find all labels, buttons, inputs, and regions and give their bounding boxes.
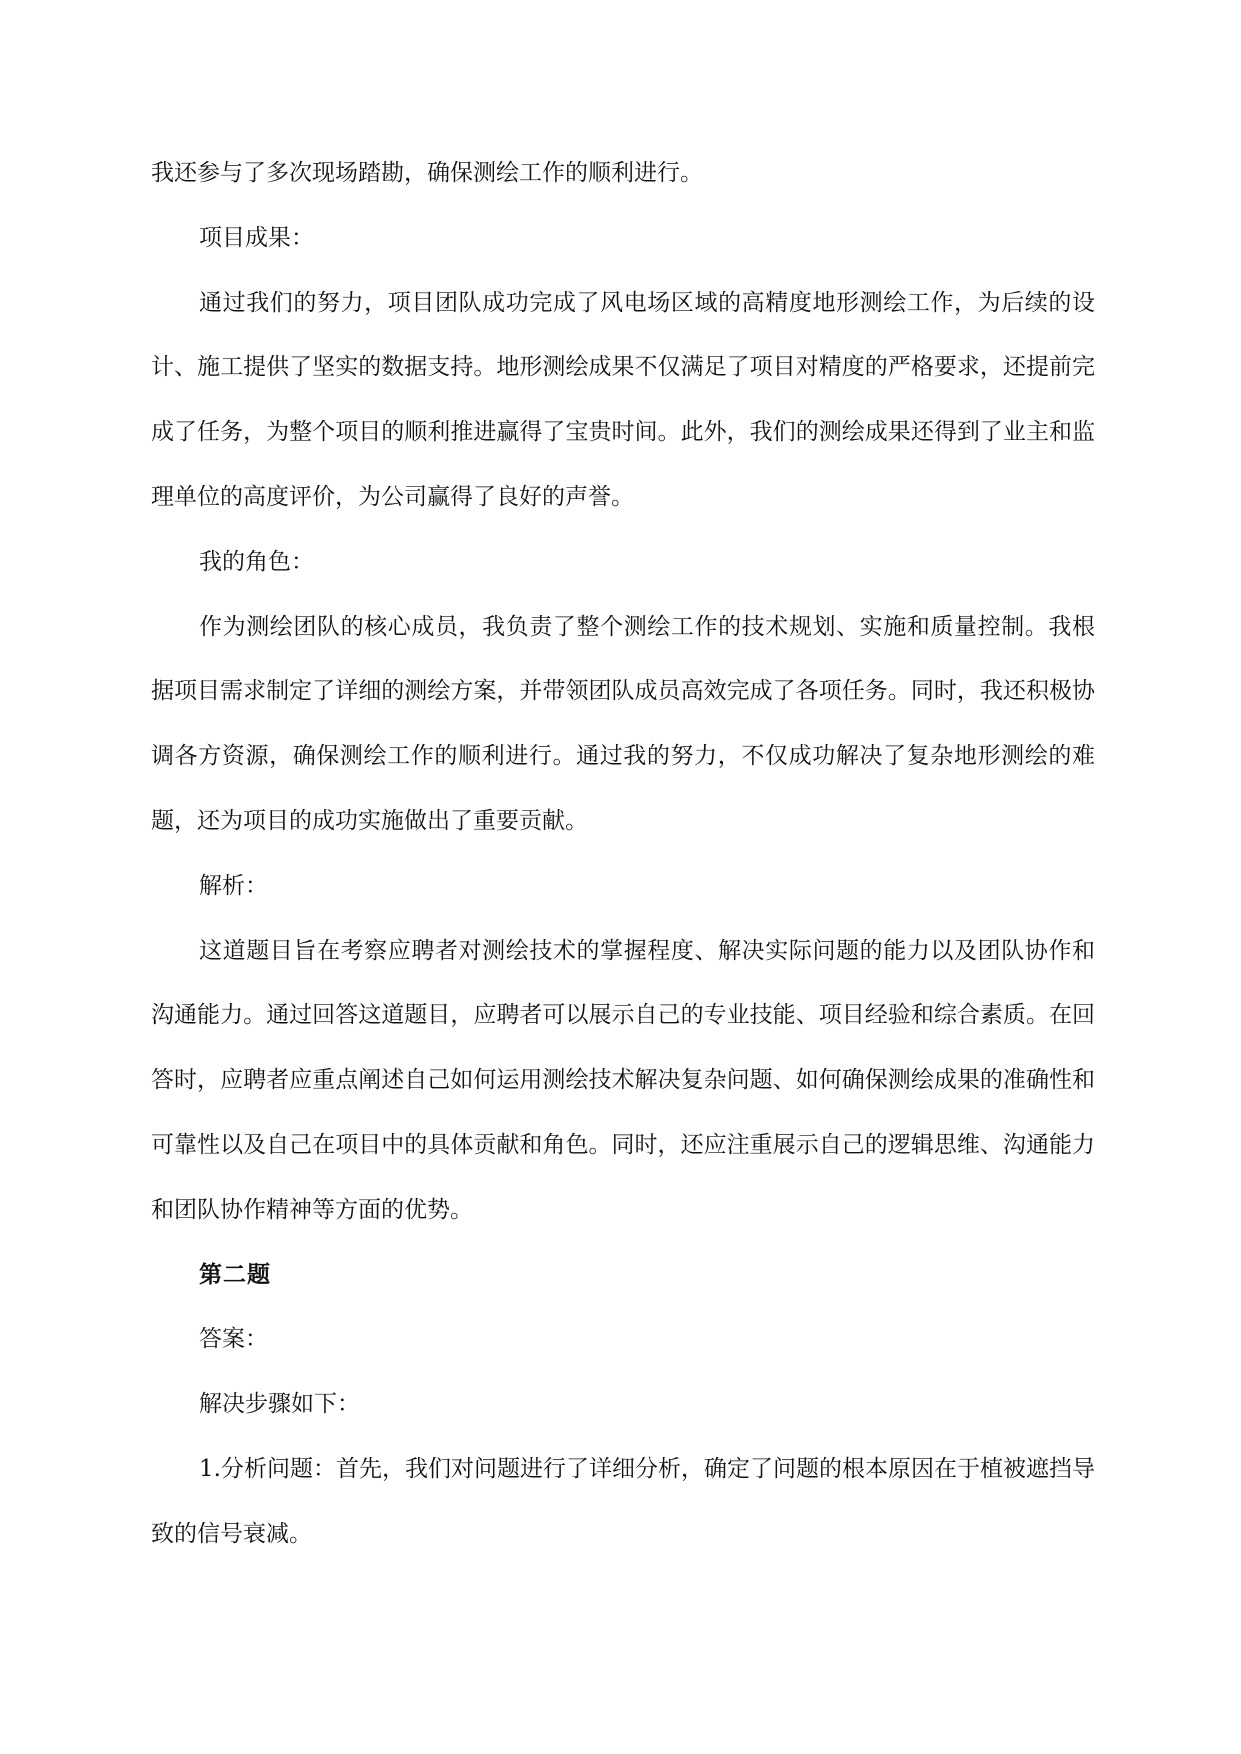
heading-analysis: 解析： xyxy=(199,872,268,899)
document-body xyxy=(151,141,1095,1567)
heading-project-results: 项目成果： xyxy=(199,224,314,251)
paragraph-analysis: 这道题目旨在考察应聘者对测绘技术的掌握程度、解决实际问题的能力以及团队协作和沟通能力。通过回答这道题目，应聘者可以展示自己的专业技能、项目经验和综合素质。在回答时，应聘者应重点阐述自己如何运用测绘技术解决复杂问题、如何确保测绘成果的准确性和可靠性以及自己在项目中的具体贡献和角色。同时，还应注重展示自己的逻辑思维、沟通能力和团队协作精神等方面的优势。 xyxy=(151,937,1095,1223)
paragraph-step-one: 1.分析问题：首先，我们对问题进行了详细分析，确定了问题的根本原因在于植被遮挡导致的信号衰减。 xyxy=(151,1455,1095,1547)
heading-answer: 答案： xyxy=(199,1326,268,1353)
heading-solution-steps: 解决步骤如下： xyxy=(199,1391,360,1418)
paragraph-project-results: 通过我们的努力，项目团队成功完成了风电场区域的高精度地形测绘工作，为后续的设计、施工提供了坚实的数据支持。地形测绘成果不仅满足了项目对精度的严格要求，还提前完成了任务，为整个项目的顺利推进赢得了宝贵时间。此外，我们的测绘成果还得到了业主和监理单位的高度评价，为公司赢得了良好的声誉。 xyxy=(151,289,1095,510)
paragraph-my-role: 作为测绘团队的核心成员，我负责了整个测绘工作的技术规划、实施和质量控制。我根据项目需求制定了详细的测绘方案，并带领团队成员高效完成了各项任务。同时，我还积极协调各方资源，确保测绘工作的顺利进行。通过我的努力，不仅成功解决了复杂地形测绘的难题，还为项目的成功实施做出了重要贡献。 xyxy=(151,613,1095,834)
paragraph-continuation: 我还参与了多次现场踏勘，确保测绘工作的顺利进行。 xyxy=(151,160,703,186)
section-title-question-two: 第二题 xyxy=(199,1261,271,1288)
heading-my-role: 我的角色： xyxy=(199,548,314,575)
